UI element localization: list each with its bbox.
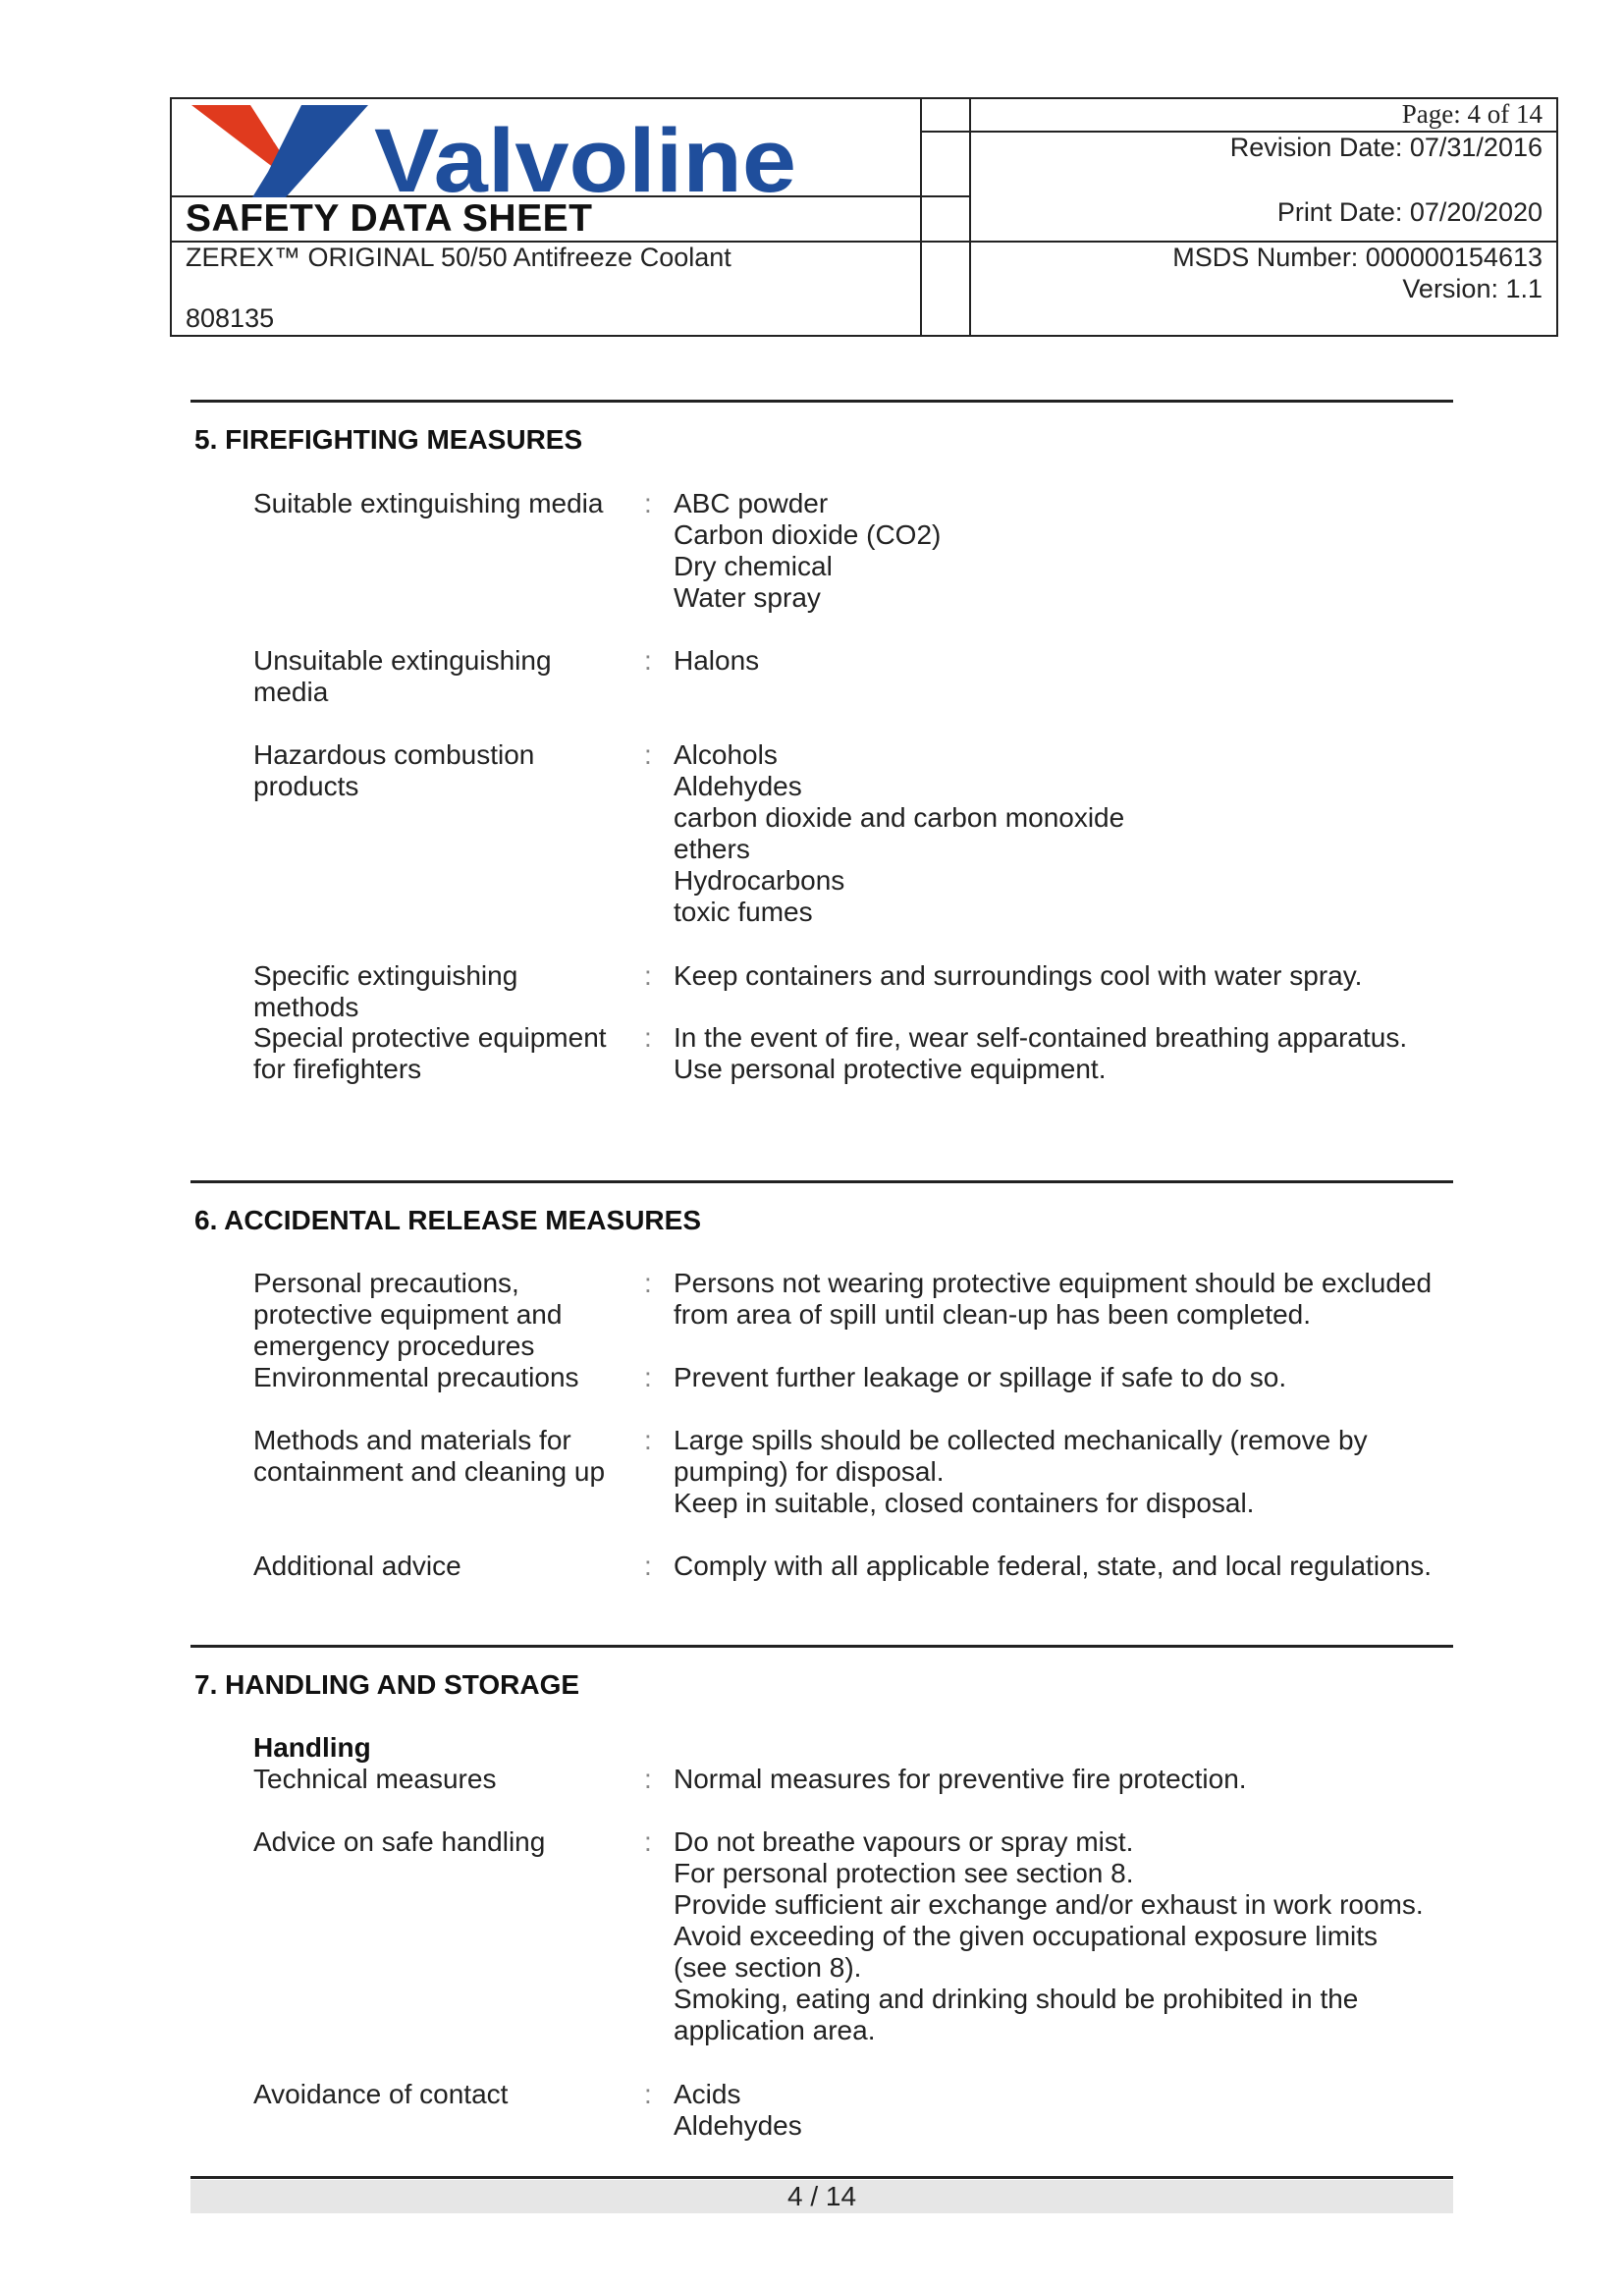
document-header [170, 97, 1558, 337]
colon-separator: : [644, 1551, 652, 1581]
colon-separator: : [644, 1268, 652, 1298]
colon-separator: : [644, 1425, 652, 1455]
field-label: Technical measures [253, 1764, 497, 1794]
field-value: Comply with all applicable federal, state, and local regulations. [674, 1551, 1432, 1581]
field-value: Acids Aldehydes [674, 2079, 802, 2141]
field-value: Do not breathe vapours or spray mist. For personal protection see section 8. Provide sufficient air exchange and/or exhaust in work rooms. Avoid exceeding of the given occupational exposure limits (see section 8). Smoking, eating and drinking should be prohibited in the application area. [674, 1826, 1424, 2045]
field-label: Special protective equipment for firefighters [253, 1022, 607, 1084]
colon-separator: : [644, 2079, 652, 2109]
product-name: ZEREX™ ORIGINAL 50/50 Antifreeze Coolant [186, 243, 731, 272]
msds-number: MSDS Number: 000000154613 [1172, 243, 1543, 272]
field-label: Suitable extinguishing media [253, 488, 604, 518]
footer-page-indicator: 4 / 14 [190, 2180, 1453, 2213]
section-5-title: 5. FIREFIGHTING MEASURES [194, 424, 583, 455]
field-value: ABC powder Carbon dioxide (CO2) Dry chemical Water spray [674, 488, 942, 613]
colon-separator: : [644, 1362, 652, 1392]
field-value: Prevent further leakage or spillage if safe to do so. [674, 1362, 1287, 1392]
logo-wordmark: Valvoline [374, 111, 796, 197]
field-label: Additional advice [253, 1551, 461, 1581]
section-7-title: 7. HANDLING AND STORAGE [194, 1669, 580, 1700]
field-value: Persons not wearing protective equipment should be excluded from area of spill until clean-up has been completed. [674, 1268, 1433, 1330]
product-code: 808135 [186, 303, 275, 333]
field-value: Large spills should be collected mechanically (remove by pumping) for disposal. Keep in suitable, closed containers for disposal. [674, 1425, 1368, 1518]
section-divider [190, 1180, 1453, 1183]
field-label: Personal precautions, protective equipment and emergency procedures [253, 1268, 563, 1361]
field-value: Normal measures for preventive fire protection. [674, 1764, 1247, 1794]
document-title: SAFETY DATA SHEET [186, 197, 593, 240]
field-label: Specific extinguishing methods [253, 960, 518, 1022]
field-label: Advice on safe handling [253, 1826, 546, 1857]
handling-subheading: Handling [253, 1732, 371, 1763]
valvoline-logo [191, 103, 800, 197]
field-label: Avoidance of contact [253, 2079, 509, 2109]
section-6-title: 6. ACCIDENTAL RELEASE MEASURES [194, 1205, 701, 1235]
header-divider [920, 195, 969, 197]
colon-separator: : [644, 645, 652, 676]
field-value: Alcohols Aldehydes carbon dioxide and carbon monoxide ethers Hydrocarbons toxic fumes [674, 739, 1125, 927]
header-divider [920, 99, 922, 335]
footer-divider [190, 2176, 1453, 2179]
field-label: Environmental precautions [253, 1362, 579, 1392]
revision-date: Revision Date: 07/31/2016 [1229, 133, 1543, 162]
section-divider [190, 1645, 1453, 1648]
page-number: Page: 4 of 14 [1401, 99, 1543, 129]
colon-separator: : [644, 1826, 652, 1857]
field-label: Hazardous combustion products [253, 739, 535, 801]
field-value: Keep containers and surroundings cool with water spray. [674, 960, 1363, 991]
field-value: Halons [674, 645, 760, 676]
header-divider [969, 99, 971, 335]
print-date: Print Date: 07/20/2020 [1276, 197, 1543, 227]
colon-separator: : [644, 488, 652, 518]
field-value: In the event of fire, wear self-contained breathing apparatus. Use personal protective equipment. [674, 1022, 1408, 1084]
colon-separator: : [644, 1022, 652, 1053]
version: Version: 1.1 [1402, 274, 1543, 303]
field-label: Methods and materials for containment and cleaning up [253, 1425, 606, 1487]
field-label: Unsuitable extinguishing media [253, 645, 552, 707]
colon-separator: : [644, 960, 652, 991]
colon-separator: : [644, 1764, 652, 1794]
colon-separator: : [644, 739, 652, 770]
section-divider [190, 400, 1453, 403]
